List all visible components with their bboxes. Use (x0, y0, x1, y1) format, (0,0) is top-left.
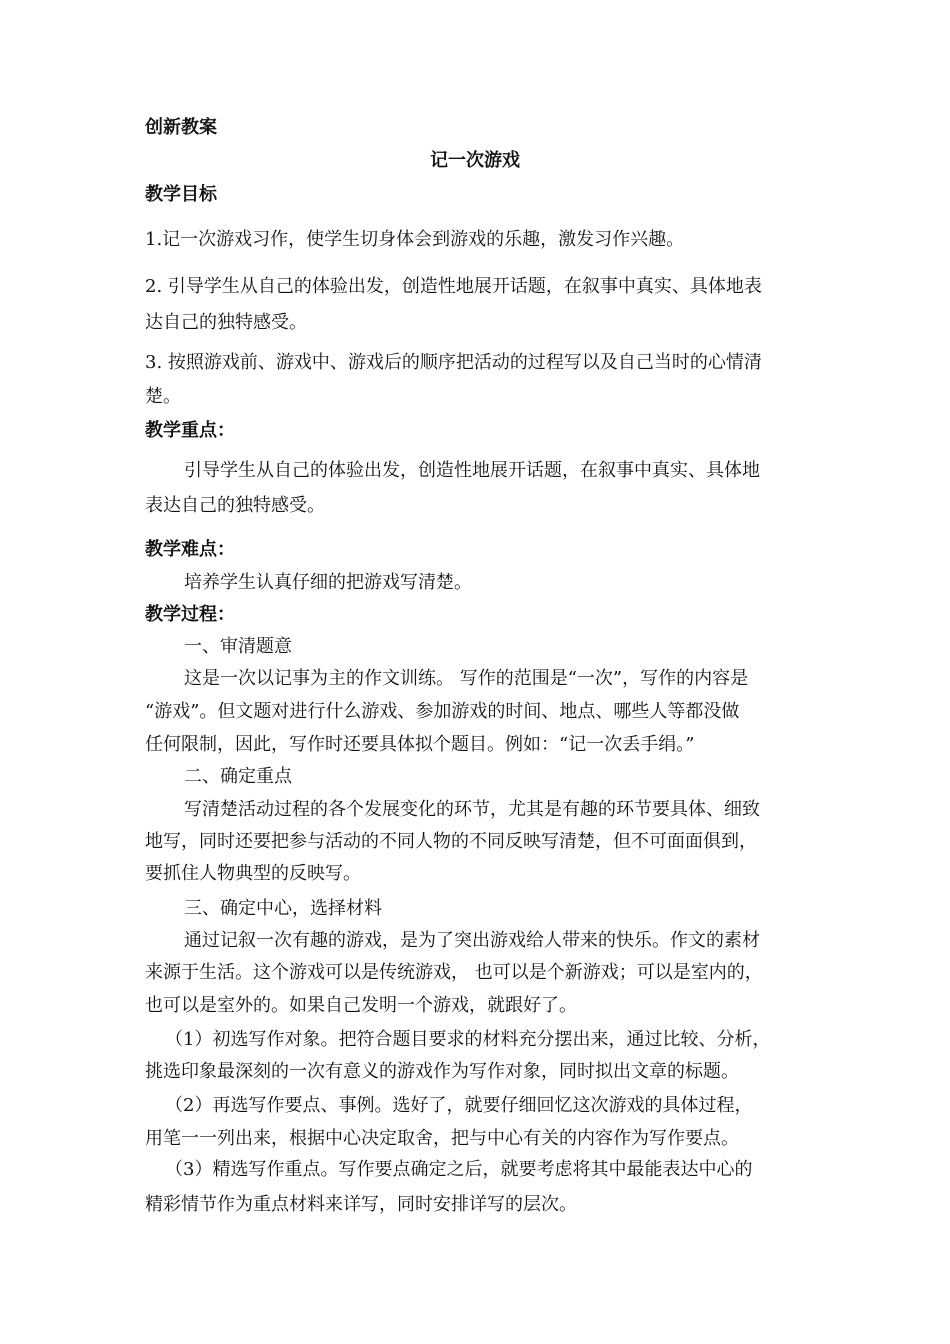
objective-1: 1.记一次游戏习作，使学生切身体会到游戏的乐趣，激发习作兴趣。 (145, 229, 685, 250)
section-1-line-2: “游戏”。但文题对进行什么游戏、参加游戏的时间、地点、哪些人等都没做 (145, 701, 740, 722)
step-2-line-2: 用笔一一列出来，根据中心决定取舍，把与中心有关的内容作为写作要点。 (145, 1128, 739, 1149)
section-1-line-3: 任何限制，因此，写作时还要具体拟个题目。例如：“记一次丢手绢。” (145, 734, 695, 755)
step-3-line-2: 精彩情节作为重点材料来详写，同时安排详写的层次。 (145, 1194, 577, 1215)
section-2-title: 二、确定重点 (184, 766, 292, 787)
objective-3-line-1: 3. 按照游戏前、游戏中、游戏后的顺序把活动的过程写以及自己当时的心情清 (145, 352, 762, 373)
process-heading: 教学过程： (145, 604, 235, 625)
key-point-heading: 教学重点： (145, 420, 235, 441)
objective-2-line-1: 2. 引导学生从自己的体验出发，创造性地展开话题，在叙事中真实、具体地表 (145, 276, 762, 297)
step-2-line-1: （2）再选写作要点、事例。选好了，就要仔细回忆这次游戏的具体过程， (165, 1095, 753, 1116)
difficulty-line-1: 培养学生认真仔细的把游戏写清楚。 (184, 572, 472, 593)
key-point-line-2: 表达自己的独特感受。 (145, 495, 325, 516)
objective-3-line-2: 楚。 (145, 386, 181, 407)
section-3-line-1: 通过记叙一次有趣的游戏，是为了突出游戏给人带来的快乐。作文的素材 (184, 930, 760, 951)
objectives-heading: 教学目标 (145, 184, 217, 205)
difficulty-heading: 教学难点： (145, 539, 235, 560)
objective-2-line-2: 达自己的独特感受。 (145, 312, 307, 333)
section-3-line-2: 来源于生活。这个游戏可以是传统游戏， 也可以是个新游戏；可以是室内的， (145, 962, 763, 983)
section-2-line-3: 要抓住人物典型的反映写。 (145, 863, 361, 884)
step-1-line-2: 挑选印象最深刻的一次有意义的游戏作为写作对象，同时拟出文章的标题。 (145, 1061, 739, 1082)
section-1-line-1: 这是一次以记事为主的作文训练。 写作的范围是“一次”，写作的内容是 (184, 668, 749, 689)
section-3-title: 三、确定中心，选择材料 (184, 898, 382, 919)
section-2-line-2: 地写，同时还要把参与活动的不同人物的不同反映写清楚，但不可面面俱到， (145, 831, 757, 852)
section-3-line-3: 也可以是室外的。如果自己发明一个游戏，就跟好了。 (145, 995, 577, 1016)
step-3-line-1: （3）精选写作重点。写作要点确定之后，就要考虑将其中最能表达中心的 (165, 1159, 753, 1180)
section-1-title: 一、审清题意 (184, 636, 292, 657)
doc-header: 创新教案 (145, 117, 217, 138)
doc-title: 记一次游戏 (430, 150, 520, 171)
step-1-line-1: （1）初选写作对象。把符合题目要求的材料充分摆出来，通过比较、分析， (165, 1029, 771, 1050)
section-2-line-1: 写清楚活动过程的各个发展变化的环节，尤其是有趣的环节要具体、细致 (184, 799, 760, 820)
key-point-line-1: 引导学生从自己的体验出发，创造性地展开话题，在叙事中真实、具体地 (184, 460, 760, 481)
